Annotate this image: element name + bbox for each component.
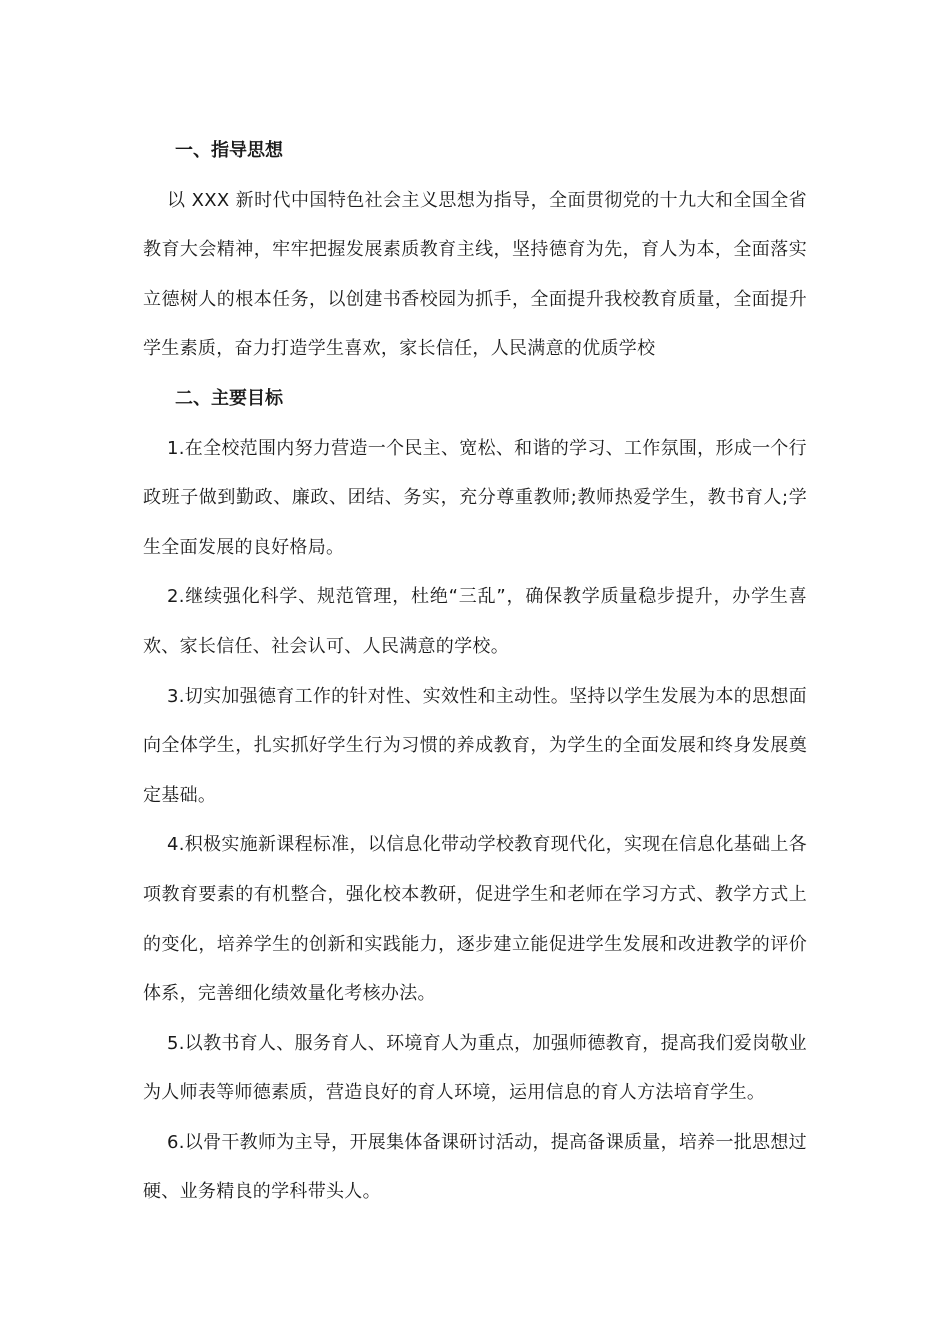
paragraph-goal-6: 6.以骨干教师为主导，开展集体备课研讨活动，提高备课质量，培养一批思想过硬、业务精良的学科带头人。 [143, 1131, 807, 1203]
paragraph-goal-2: 2.继续强化科学、规范管理，杜绝“三乱”，确保教学质量稳步提升，办学生喜欢、家长信任、社会认可、人民满意的学校。 [143, 586, 807, 657]
paragraph-goal-5: 5.以教书育人、服务育人、环境育人为重点，加强师德教育，提高我们爱岗敬业为人师表等师德素质，营造良好的育人环境，运用信息的育人方法培育学生。 [143, 1032, 807, 1104]
paragraph-goal-3: 3.切实加强德育工作的针对性、实效性和主动性。坚持以学生发展为本的思想面向全体学生，扎实抓好学生行为习惯的养成教育，为学生的全面发展和终身发展奠定基础。 [143, 685, 807, 806]
paragraph-goal-4: 4.积极实施新课程标准，以信息化带动学校教育现代化，实现在信息化基础上各项教育要素的有机整合，强化校本教研，促进学生和老师在学习方式、教学方式上的变化，培养学生的创新和实践能力，逐步建立能促进学生发展和改进教学的评价体系，完善细化绩效量化考核办法。 [143, 834, 807, 1005]
section-heading-main-goals: 二、主要目标 [175, 387, 283, 409]
document-body [143, 126, 807, 1217]
paragraph-guiding-ideology: 以 XXX 新时代中国特色社会主义思想为指导，全面贯彻党的十九大和全国全省教育大会精神，牢牢把握发展素质教育主线，坚持德育为先，育人为本，全面落实立德树人的根本任务，以创建书香校园为抓手，全面提升我校教育质量，全面提升学生素质，奋力打造学生喜欢，家长信任，人民满意的优质学校 [143, 189, 807, 360]
paragraph-goal-1: 1.在全校范围内努力营造一个民主、宽松、和谐的学习、工作氛围，形成一个行政班子做到勤政、廉政、团结、务实，充分尊重教师;教师热爱学生，教书育人;学生全面发展的良好格局。 [143, 437, 807, 558]
section-heading-guiding-ideology: 一、指导思想 [175, 140, 283, 161]
